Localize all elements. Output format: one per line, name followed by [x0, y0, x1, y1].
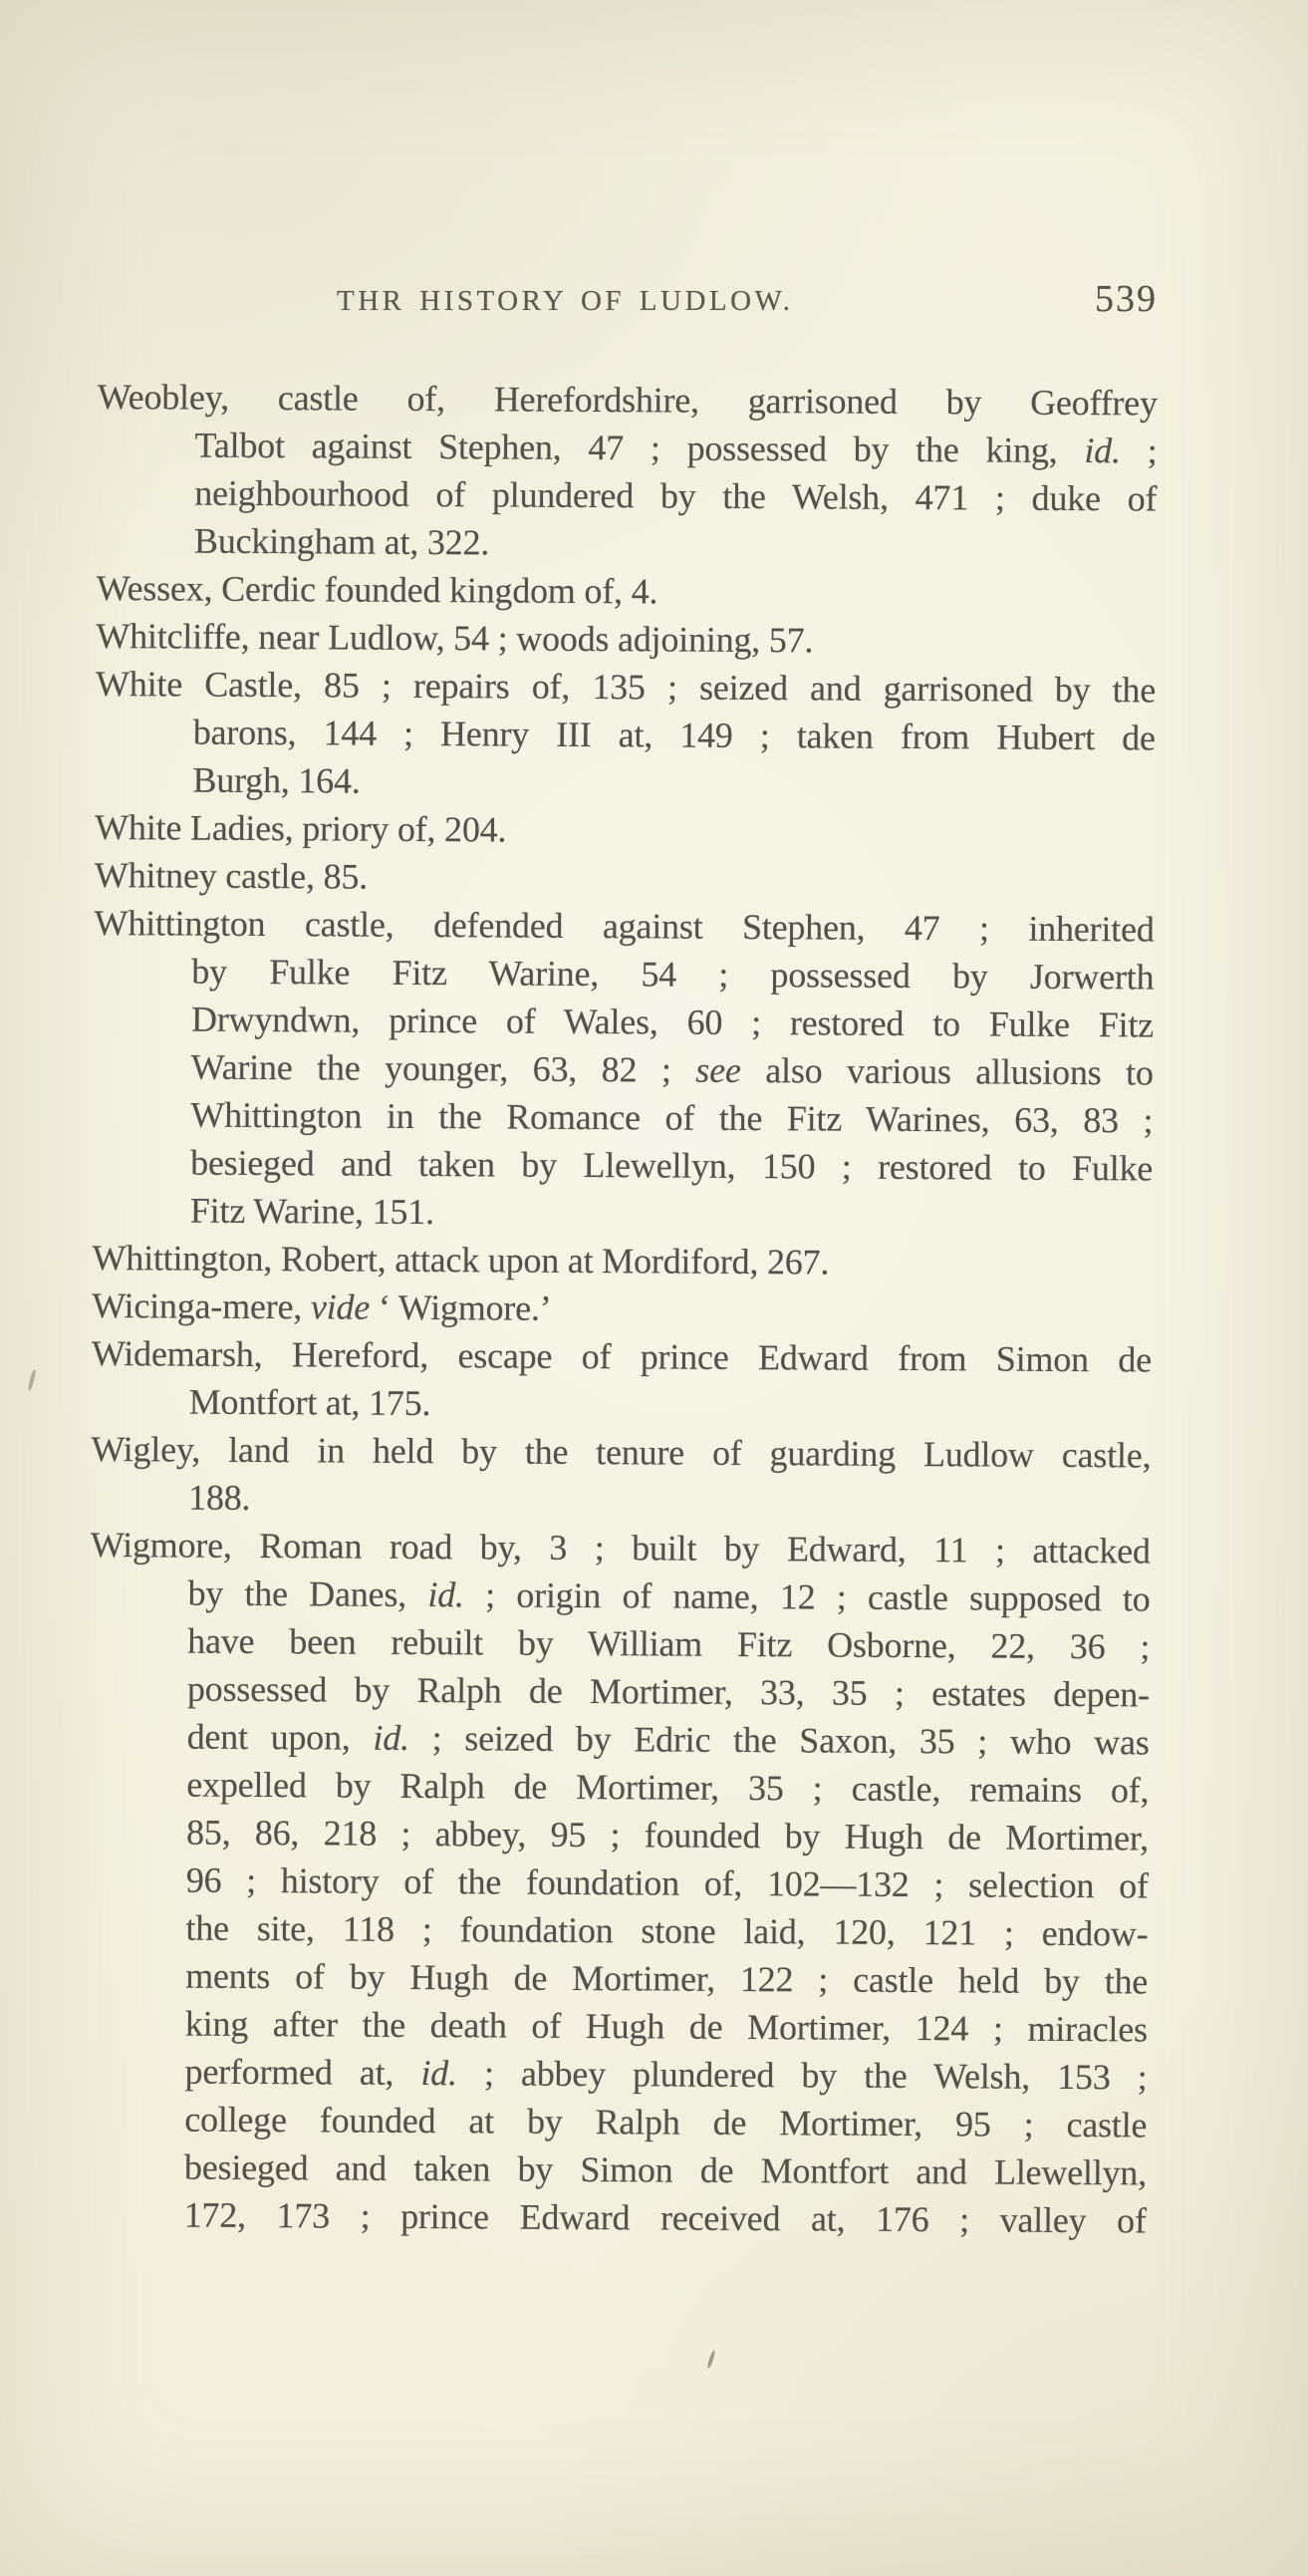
text-segment: college founded at by Ralph de Mortimer, 95 ; castle — [184, 2099, 1148, 2146]
index-entry-weobley — [97, 373, 1158, 570]
index-line — [93, 1186, 1153, 1240]
index-entry-whittington-robert — [92, 1234, 1152, 1288]
index-entry-whitcliffe — [96, 612, 1156, 666]
index-line — [89, 1856, 1149, 1909]
index-line — [96, 660, 1156, 714]
index-line — [91, 1425, 1151, 1479]
text-segment: ments of by Hugh de Mortimer, 122 ; castle held by the — [185, 1955, 1149, 2002]
index-entry-widemarsh — [92, 1329, 1153, 1431]
text-segment: ; seized by Edric the Saxon, 35 ; who was — [408, 1717, 1150, 1763]
text-segment: also various allusions to — [740, 1049, 1154, 1093]
italic-segment: id. — [427, 1574, 464, 1615]
index-line — [89, 1808, 1149, 1861]
index-line — [96, 612, 1156, 666]
index-line — [90, 1569, 1150, 1622]
text-segment: Wigmore, Roman road by, 3 ; built by Edward, 11 ; attacked — [90, 1524, 1151, 1572]
index-line — [97, 564, 1157, 618]
text-segment: by the Danes, — [187, 1573, 428, 1615]
index-entry-white-castle — [95, 660, 1156, 809]
index-line — [93, 1138, 1153, 1192]
index-line — [97, 421, 1157, 474]
index-line — [98, 373, 1158, 427]
page-number: 539 — [1095, 278, 1158, 320]
index-line — [97, 468, 1157, 522]
text-segment: dent upon, — [186, 1716, 374, 1758]
index-entry-whittington-castle — [93, 899, 1155, 1240]
index-line — [90, 1664, 1150, 1718]
index-line — [91, 1473, 1151, 1527]
text-segment: ‘ Wigmore.’ — [369, 1287, 552, 1328]
text-segment: Burgh, 164. — [192, 759, 361, 801]
text-segment: Whitney castle, 85. — [94, 854, 369, 897]
text-segment: Whittington castle, defended against Stephen, 47 ; inherited — [94, 902, 1155, 950]
index-line — [88, 1903, 1148, 1957]
text-segment: Wessex, Cerdic founded kingdom of, 4. — [96, 567, 658, 612]
text-segment: neighbourhood of plundered by the Welsh, 471 ; duke of — [194, 472, 1158, 519]
index-line — [94, 899, 1154, 953]
italic-segment: id. — [420, 2053, 457, 2094]
text-segment: Whittington, Robert, attack upon at Mordiford, 267. — [92, 1237, 830, 1283]
index-entry-wigley — [91, 1425, 1152, 1527]
text-segment: Warine the younger, 63, 82 ; — [190, 1046, 696, 1090]
index-line — [92, 1329, 1152, 1383]
index-entry-white-ladies — [95, 803, 1155, 857]
index-line — [87, 2095, 1147, 2148]
index-line — [92, 1234, 1152, 1288]
text-segment: have been rebuilt by William Fitz Osborne, 22, 36 ; — [187, 1620, 1151, 1667]
italic-segment: vide — [310, 1287, 371, 1327]
italic-segment: id. — [373, 1717, 410, 1758]
text-segment: 172, 173 ; prince Edward received at, 176 ; valley of — [183, 2194, 1147, 2241]
index-line — [89, 1760, 1149, 1814]
text-segment: Fitz Warine, 151. — [189, 1190, 434, 1233]
text-segment: 96 ; history of the foundation of, 102—132 ; selection of — [185, 1860, 1149, 1906]
text-segment: 85, 86, 218 ; abbey, 95 ; founded by Hugh de Mortimer, — [185, 1812, 1150, 1859]
index-line — [92, 1282, 1152, 1335]
text-segment: the site, 118 ; foundation stone laid, 120, 121 ; endow- — [185, 1907, 1149, 1954]
index-line — [94, 947, 1154, 1001]
text-segment: barons, 144 ; Henry III at, 149 ; taken from Hubert de — [192, 712, 1156, 758]
index-line — [94, 995, 1154, 1048]
text-segment: Whitcliffe, near Ludlow, 54 ; woods adjoining, 57. — [96, 615, 814, 661]
index-line — [95, 803, 1155, 857]
text-segment: ; — [1120, 430, 1158, 471]
text-segment: Drwyndwn, prince of Wales, 60 ; restored to Fulke Fitz — [190, 999, 1155, 1045]
index-entry-wigmore — [87, 1521, 1151, 2244]
text-segment: besieged and taken by Simon de Montfort and Llewellyn, — [183, 2147, 1148, 2193]
index-line — [95, 755, 1155, 809]
text-segment: expelled by Ralph de Mortimer, 35 ; castle, remains of, — [186, 1764, 1150, 1811]
text-segment: Whittington in the Romance of the Fitz Warines, 63, 83 ; — [190, 1094, 1154, 1141]
index-line — [87, 2047, 1147, 2101]
margin-ink-mark — [27, 1369, 36, 1391]
text-segment: king after the death of Hugh de Mortimer, 124 ; miracles — [184, 2003, 1148, 2050]
text-segment: performed at, — [184, 2051, 421, 2094]
text-segment: Montfort at, 175. — [188, 1381, 431, 1424]
text-segment: Wicinga-mere, — [92, 1285, 312, 1327]
text-segment: White Castle, 85 ; repairs of, 135 ; seized and garrisoned by the — [95, 663, 1157, 711]
text-segment: possessed by Ralph de Mortimer, 33, 35 ; estates depen- — [186, 1668, 1151, 1715]
index-line — [92, 1377, 1152, 1431]
text-segment: Buckingham at, 322. — [193, 520, 490, 563]
index-line — [96, 708, 1156, 761]
index-line — [87, 2190, 1147, 2244]
italic-segment: id. — [1084, 430, 1121, 471]
text-segment: White Ladies, priory of, 204. — [95, 806, 507, 850]
index-line — [95, 851, 1155, 905]
index-entry-whitney-castle — [95, 851, 1155, 905]
italic-segment: see — [695, 1049, 741, 1090]
running-head-title: THR HISTORY OF LUDLOW. — [337, 285, 794, 317]
index-entries — [87, 373, 1158, 2244]
text-segment: by Fulke Fitz Warine, 54 ; possessed by Jorwerth — [191, 951, 1155, 998]
text-segment: ; abbey plundered by the Welsh, 153 ; — [456, 2053, 1148, 2098]
index-line — [88, 1951, 1148, 2005]
index-line — [94, 1042, 1154, 1096]
text-segment: Widemarsh, Hereford, escape of prince Edward from Simon de — [91, 1332, 1153, 1380]
running-header — [98, 279, 1158, 327]
bottom-ink-mark — [706, 2350, 716, 2369]
index-line — [90, 1616, 1150, 1670]
index-line — [91, 1521, 1151, 1574]
index-line — [88, 1999, 1148, 2053]
index-entry-wicinga-mere — [92, 1282, 1152, 1335]
text-segment: besieged and taken by Llewellyn, 150 ; restored to Fulke — [190, 1142, 1154, 1189]
index-line — [97, 516, 1157, 570]
text-segment: Wigley, land in held by the tenure of guarding Ludlow castle, — [91, 1428, 1152, 1476]
text-segment: ; origin of name, 12 ; castle supposed to — [463, 1574, 1151, 1619]
index-line — [89, 1712, 1149, 1766]
index-line — [93, 1090, 1153, 1144]
text-segment: Weobley, castle of, Herefordshire, garrisoned by Geoffrey — [97, 376, 1158, 424]
index-line — [87, 2143, 1147, 2196]
text-segment: Talbot against Stephen, 47 ; possessed by the king, — [194, 425, 1085, 471]
text-segment: 188. — [187, 1477, 251, 1518]
index-entry-wessex — [97, 564, 1157, 618]
